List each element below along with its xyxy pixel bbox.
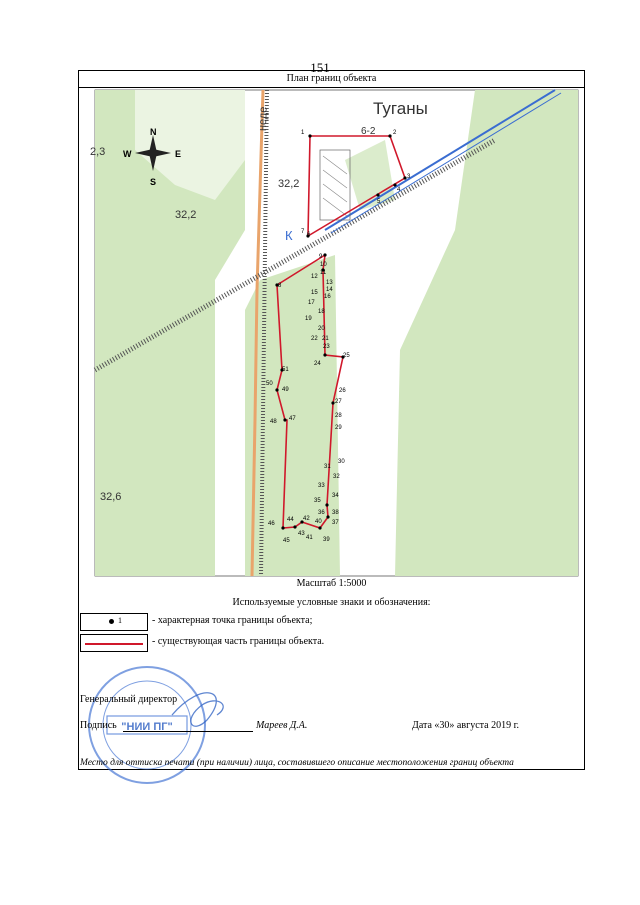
point-label: 9 xyxy=(319,254,323,260)
point-label: 6 xyxy=(307,232,311,238)
point-label: 17 xyxy=(308,300,315,306)
point-label: 36 xyxy=(318,510,325,516)
signature-label: Подпись xyxy=(80,720,117,731)
point-label: 30 xyxy=(338,459,345,465)
point-label: 2 xyxy=(393,130,397,136)
point-label: 48 xyxy=(270,419,277,425)
point-label: 31 xyxy=(324,464,331,470)
elevation-label: 32,2 xyxy=(278,178,300,190)
point-label: 12 xyxy=(311,274,318,280)
point-label: 10 xyxy=(320,262,327,268)
point-label: 42 xyxy=(303,516,310,522)
block-label: 6-2 xyxy=(361,126,376,137)
point-label: 8 xyxy=(278,283,282,289)
boundary-map xyxy=(90,90,578,576)
legend-point-symbol xyxy=(80,613,148,631)
elevation-label: 32,6 xyxy=(100,491,122,503)
point-marker-icon xyxy=(109,619,114,624)
point-label: 38 xyxy=(332,510,339,516)
point-label: 7 xyxy=(301,229,305,235)
legend-line-symbol xyxy=(80,634,148,652)
point-label: 20 xyxy=(318,326,325,332)
point-label: 19 xyxy=(305,316,312,322)
legend-point-text: - характерная точка границы объекта; xyxy=(152,615,313,626)
point-label: 14 xyxy=(326,287,333,293)
point-label: 11 xyxy=(320,270,327,276)
point-label: 28 xyxy=(335,413,342,419)
legend-point-number: 1 xyxy=(118,616,122,625)
point-label: 32 xyxy=(333,474,340,480)
map-scale: Масштаб 1:5000 xyxy=(296,578,367,589)
signature-line xyxy=(123,731,253,732)
compass-s: S xyxy=(150,177,157,187)
point-label: 27 xyxy=(335,399,342,405)
compass-n: N xyxy=(150,127,157,137)
point-label: 29 xyxy=(335,425,342,431)
point-label: 13 xyxy=(326,280,333,286)
point-label: 49 xyxy=(282,387,289,393)
point-label: 24 xyxy=(314,361,321,367)
point-label: 47 xyxy=(289,416,296,422)
point-label: 41 xyxy=(306,535,313,541)
document-title: План границ объекта xyxy=(78,70,585,88)
point-label: 25 xyxy=(343,353,350,359)
point-label: 37 xyxy=(332,520,339,526)
point-label: 51 xyxy=(282,367,289,373)
point-label: 3 xyxy=(407,174,411,180)
seal-placement-note: Место для оттиска печати (при наличии) лица, составившего описание местоположения границ объекта xyxy=(80,758,514,768)
point-label: 18 xyxy=(318,309,325,315)
page-number: 151 xyxy=(310,60,330,75)
compass-w: W xyxy=(123,149,132,159)
stamp-text: "НИИ ПГ" xyxy=(121,721,173,733)
signer-name: Мареев Д.А. xyxy=(256,720,308,731)
signer-position: Генеральный директор xyxy=(80,694,178,705)
point-label: 35 xyxy=(314,498,321,504)
legend-title: Используемые условные знаки и обозначения: xyxy=(232,597,431,608)
point-label: 16 xyxy=(324,294,331,300)
compass-e: E xyxy=(175,149,182,159)
point-label: 26 xyxy=(339,388,346,394)
point-label: 15 xyxy=(311,290,318,296)
point-label: 5 xyxy=(377,199,381,205)
point-label: 33 xyxy=(318,483,325,489)
road-label: неде xyxy=(256,106,270,132)
point-label: 34 xyxy=(332,493,339,499)
point-label: 21 xyxy=(322,336,329,342)
signature-date: Дата «30» августа 2019 г. xyxy=(412,720,520,731)
point-label: 1 xyxy=(301,130,305,136)
point-label: 43 xyxy=(298,531,305,537)
boundary-line-icon xyxy=(85,643,143,645)
point-label: 40 xyxy=(315,519,322,525)
map-letter-label: К xyxy=(285,228,293,243)
point-label: 46 xyxy=(268,521,275,527)
point-label: 23 xyxy=(323,344,330,350)
point-label: 50 xyxy=(266,381,273,387)
legend-line-text: - существующая часть границы объекта. xyxy=(152,636,325,647)
point-label: 45 xyxy=(283,538,290,544)
point-label: 44 xyxy=(287,517,294,523)
point-label: 39 xyxy=(323,537,330,543)
place-name: Туганы xyxy=(373,99,428,118)
point-label: 4 xyxy=(397,187,401,193)
elevation-label: 32,2 xyxy=(175,209,197,221)
point-label: 22 xyxy=(311,336,318,342)
elevation-label: 2,3 xyxy=(90,146,106,158)
